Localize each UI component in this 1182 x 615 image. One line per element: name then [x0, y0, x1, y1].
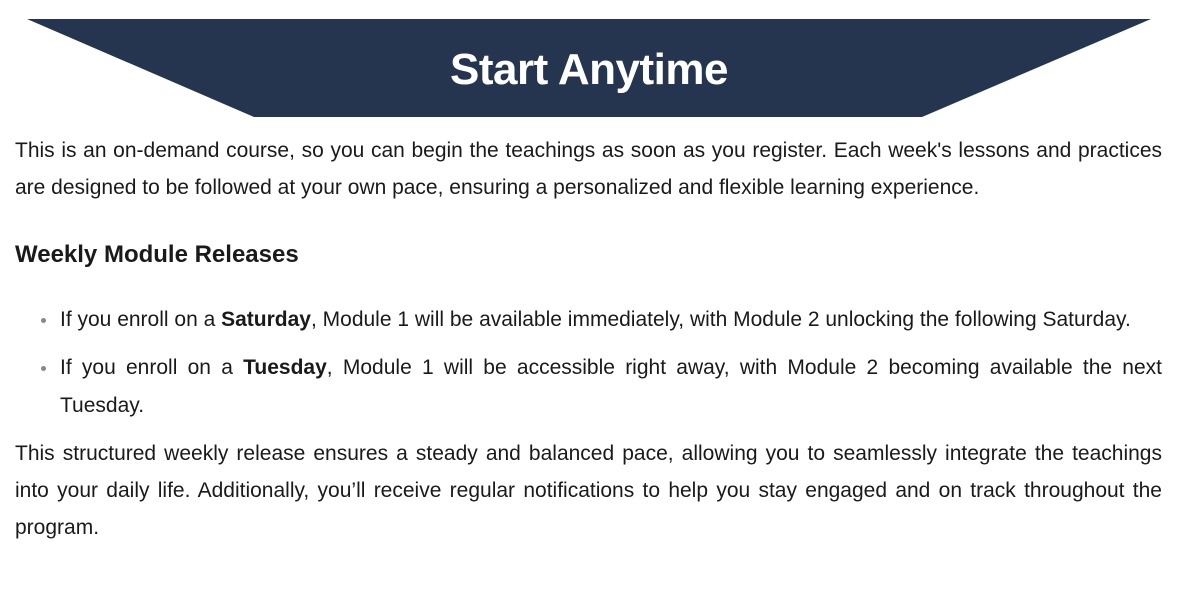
section-heading: Weekly Module Releases — [15, 241, 299, 268]
intro-paragraph: This is an on-demand course, so you can begin the teachings as soon as you register. Each week's lessons and practices are designed to be followed at your own pace, ensuring a personalized and flexible learning experience. — [15, 139, 1162, 199]
list-item — [15, 349, 1162, 425]
bullet-suffix: , Module 1 will be accessible right away, with Module 2 becoming available the next Tuesday. — [60, 356, 1162, 417]
bullet-icon — [41, 366, 46, 371]
bullet-suffix: , Module 1 will be available immediately, with Module 2 unlocking the following Saturday. — [310, 308, 1131, 331]
bullet-day: Tuesday — [243, 356, 327, 379]
bullet-prefix: If you enroll on a — [60, 356, 244, 379]
closing-paragraph: This structured weekly release ensures a steady and balanced pace, allowing you to seamlessly integrate the teachings into your daily life. Additionally, you’ll receive regular notifications to help you stay engaged and on track throughout the program. — [15, 442, 1162, 539]
main-content — [15, 132, 1162, 546]
bullet-prefix: If you enroll on a — [60, 308, 222, 331]
header-banner — [27, 19, 1151, 117]
bullet-icon — [41, 318, 46, 323]
list-item — [15, 301, 1162, 339]
bullet-day: Saturday — [221, 308, 311, 331]
module-release-list — [15, 301, 1162, 425]
page-title: Start Anytime — [450, 45, 728, 94]
